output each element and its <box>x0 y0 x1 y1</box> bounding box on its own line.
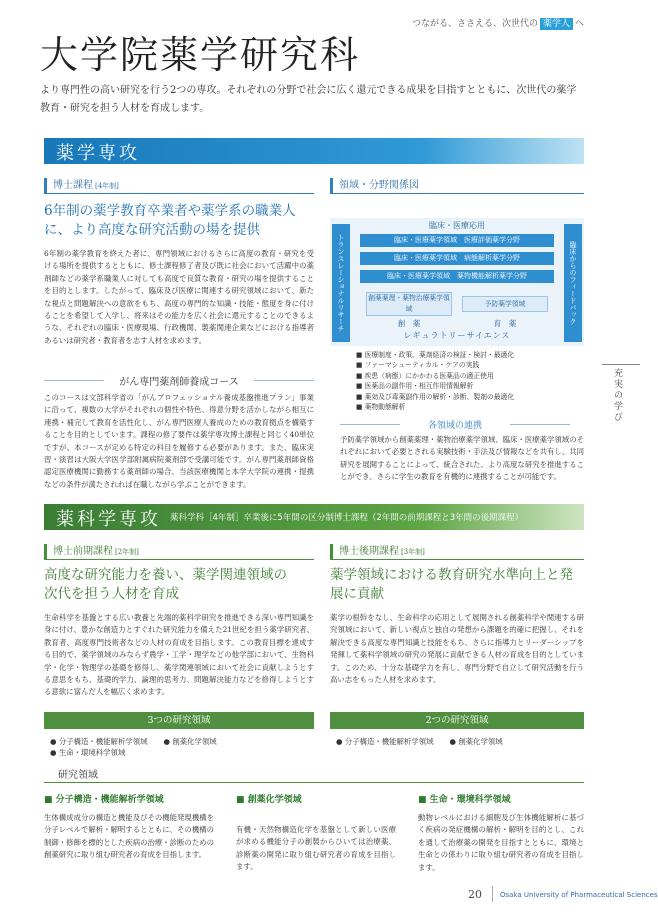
early-areas-title: 3つの研究領域 <box>44 712 314 729</box>
row1-field: 医療評価薬学分野 <box>464 236 520 244</box>
tagline <box>412 16 584 29</box>
diagram-row-3 <box>360 270 554 283</box>
clinical-application-label: 臨床・医療応用 <box>429 221 485 230</box>
cancer-course-title: がん専門薬剤師養成コース <box>119 377 239 388</box>
area-text: 生命・環境科学領域 <box>58 748 126 757</box>
intro-text: より専門性の高い研究を行う2つの専攻。それぞれの分野で社会に広く還元できる成果を目指すとともに、次世代の薬学教育・研究を担う人材を育成します。 <box>40 85 577 114</box>
tagline-suffix: へ <box>575 19 585 29</box>
early-areas <box>50 736 314 758</box>
topic-text: 薬物動態解析 <box>364 403 406 412</box>
renkei-rule-right <box>510 424 570 425</box>
list-item: ■ ファーマシューティカル・ケアの実践 <box>356 361 480 370</box>
area-text: 分子構造・機能解析学領域 <box>344 737 434 746</box>
research-item-body: 動物レベルにおける細胞及び生体機能解析に基づく疾病の発症機構の解析・解明を目的とし、これを通して治療薬の開発を目指すとともに、環境と生命との係わりに取り組む研究者の育成を目指します。 <box>418 813 584 872</box>
pharmacy-band-title: 薬学専攻 <box>56 143 140 164</box>
early-body: 生命科学を基盤とする広い教養と先端的薬科学研究を推進できる深い専門知識を身に付け、豊かな創造力とすぐれた研究能力を備えた21世紀を担う薬学研究者、教育者、高度専門技術者などの人材の育成を目指します。この教育目標を達成する目的で、薬学領域のみならず農学・工学・理学などの他学部において、生物科学・化学・物理学の基礎を修得し、薬学関連領域において社会に貢献しようとする意思をもち、基礎的学力、論理的思考力、問題解決能力などを修得しようとする意欲に富んだ人を幅広く求めます。 <box>44 613 314 697</box>
ikuyaku-label: 育 薬 <box>493 319 517 328</box>
topic-text: 薬効及び毒薬副作用の解析・診断、製剤の最適化 <box>364 392 515 401</box>
row1-area: 臨床・医療薬学領域 <box>394 236 457 244</box>
research-title-text: 創薬化学領域 <box>247 795 302 805</box>
late-lead: 薬学領域における教育研究水準向上と発展に貢献 <box>330 567 573 602</box>
area-text: 分子構造・機能解析学領域 <box>58 737 148 746</box>
doctoral-lead: 6年制の薬学教育卒業者や薬学系の職業人に、より高度な研究活動の場を提供 <box>44 203 296 238</box>
page-number: 20 <box>468 888 482 901</box>
regulatory-science-label: レギュラトリーサイエンス <box>403 331 511 340</box>
row2-area: 臨床・医療薬学領域 <box>394 254 457 262</box>
list-item: ■ 薬物動態解析 <box>356 403 406 412</box>
pharma-sci-band <box>44 504 584 530</box>
topic-text: ファーマシューティカル・ケアの実践 <box>364 361 480 370</box>
area-item: ● 分子構造・機能解析学領域 <box>50 737 148 746</box>
tagline-prefix: つながる、ささえる、次世代の <box>412 19 539 29</box>
side-line <box>602 364 640 365</box>
pharmacy-band <box>44 138 584 164</box>
early-lead: 高度な研究能力を養い、薬学関連領域の次代を担う人材を育成 <box>44 567 287 602</box>
cancer-rule-right <box>254 380 314 381</box>
pharma-sci-band-sub: 薬科学科［4年制］卒業後に5年間の区分制博士課程（2年間の前期課程と3年間の後期課程） <box>170 513 524 523</box>
late-areas-title: 2つの研究領域 <box>330 712 584 729</box>
relation-diagram <box>330 218 584 346</box>
research-item-body: 有機・天然物構造化学を基盤として新しい医療が求める機能分子の創製からひいては治療薬、診断薬の開発に取り組む研究者の育成を目指します。 <box>236 825 396 872</box>
research-item-title: ■ 生命・環境科学領域 <box>418 795 511 805</box>
area-item: ● 創薬化学領域 <box>449 737 503 746</box>
research-item-title: ■ 分子構造・機能解析学領域 <box>44 795 164 805</box>
late-heading <box>330 544 584 560</box>
area-text: 創薬化学領域 <box>172 737 217 746</box>
translational-research-band: トランスレーショナルリサーチ <box>332 224 350 342</box>
early-heading <box>44 544 314 560</box>
area-item: ● 分子構造・機能解析学領域 <box>336 737 434 746</box>
clinical-feedback-band: 臨床からのフィードバック <box>564 224 582 342</box>
list-item: ■ 医薬品の副作用・相互作用情報解析 <box>356 382 474 391</box>
diagram-heading: 領域・分野関係図 <box>330 178 584 194</box>
early-tag: [2年制] <box>115 548 139 556</box>
diagram-row-2 <box>360 252 554 265</box>
list-item: ■ 医療制度・政策、薬剤経済の検証・検討・最適化 <box>356 351 515 359</box>
doctoral-tag: [4年制] <box>95 182 119 190</box>
diagram-row-1 <box>360 234 554 247</box>
topic-text: 医療制度・政策、薬剤経済の検証・検討・最適化 <box>364 351 515 359</box>
doctoral-heading <box>44 178 314 194</box>
school-name: Osaka University of Pharmaceutical Sciences <box>500 891 658 899</box>
research-title-text: 生命・環境科学領域 <box>429 795 511 805</box>
list-item: ■ 疾患（病態）にかかわる医薬品の適正使用 <box>356 371 494 380</box>
row3-area: 臨床・医療薬学領域 <box>387 272 450 280</box>
area-text: 創薬化学領域 <box>458 737 503 746</box>
early-heading-text: 博士前期課程 <box>53 546 113 557</box>
diagram-topic-list <box>356 350 584 412</box>
page-title: 大学院薬学研究科 <box>40 33 361 77</box>
preventive-box: 予防薬学領域 <box>462 296 548 312</box>
research-title-text: 分子構造・機能解析学領域 <box>55 795 164 805</box>
row3-field: 薬物機能解析薬学分野 <box>457 272 527 280</box>
area-item: ● 創薬化学領域 <box>163 737 217 746</box>
doctoral-heading-text: 博士課程 <box>53 180 93 191</box>
research-item-body: 生体構成成分の構造と機能及びその機能発現機構を分子レベルで解析・解明するとともに、その機構の制御・修飾を標的とした疾病の治療・診断のための創薬研究に取り組む研究者の育成を目指します。 <box>44 813 214 860</box>
late-heading-text: 博士後期課程 <box>339 546 399 557</box>
topic-text: 医薬品の副作用・相互作用情報解析 <box>364 382 474 391</box>
doctoral-body: 6年制の薬学教育を終えた者に、専門領域におけるさらに高度の教育・研究を受ける場所を提供するとともに、修士課程修了者及び既に社会において活躍中の薬剤師などの薬学系職業人に対しても高度で良質な教育・研究の場を提供することを目的とします。したがって、臨床及び医療に関連する研究領域において、新たな視点と問題解決への意欲をもち、高度の専門的な知識・技能・態度を身に付けることを希望して入学し、将来はその能力を広く社会に還元することのできるような、それぞれの臨床・医療現場、行政機関、製薬関連企業などにおける指導者あるいは研究者・教育者を志す人材を求めます。 <box>44 249 314 345</box>
renkei-body: 予防薬学領域から創薬薬理・薬物治療薬学領域、臨床・医療薬学領域のそれぞれにおいて必要とされる実験技術・手法及び情報などを共有し、共同研究を展開することによって、統合された、より高度な研究を推進することができ、さらに学生の教育を有機的に連携することが可能です。 <box>340 435 584 482</box>
research-item-title: ■ 創薬化学領域 <box>236 795 302 805</box>
renkei-title: 各領域の連携 <box>427 421 482 431</box>
tagline-highlight: 薬学人 <box>540 18 573 30</box>
cancer-rule-left <box>44 380 104 381</box>
renkei-rule-left <box>340 424 400 425</box>
drug-discovery-box: 創薬薬理・薬物治療薬学領域 <box>366 292 452 316</box>
area-item: ● 生命・環境科学領域 <box>50 748 126 757</box>
cancer-course-body: このコースは文部科学省の「がんプロフェッショナル養成基盤推進プラン」事業に沿って、複数の大学がそれぞれの個性や特色、得意分野を活かしながら相互に連携・補完して教育を活性化し、がん専門医療人養成のための教育拠点を構築することを目的としています。課程の修了要件は薬学専攻博士課程と同じく40単位ですが、本コースが定める特定の科目を履修する必要があります。また、臨床実習・演習は大阪大学医学部附属病院薬剤部で受講可能です。がん専門薬剤師資格認定医療機関に勤務する薬剤師の場合、当該医療機関と本学大学院の連携・提携などの条件が満たされれば在職しながら学ぶことができます。 <box>44 393 314 489</box>
footer-divider <box>492 886 493 902</box>
late-areas <box>336 736 584 747</box>
pharma-sci-band-title: 薬科学専攻 <box>56 509 161 530</box>
research-rule <box>44 782 584 783</box>
topic-text: 疾患（病態）にかかわる医薬品の適正使用 <box>364 371 494 380</box>
list-item: ■ 薬効及び毒薬副作用の解析・診断、製剤の最適化 <box>356 392 515 401</box>
late-tag: [3年制] <box>401 548 425 556</box>
late-body: 薬学の根幹をなし、生命科学の応用として展開される創薬科学や関連する研究領域において、新しい視点と独自の発想から課題を的確に把握し、それを解決できる高度な専門知識と技能をもち、さらに指導力とリーダーシップを発揮して薬科学領域の研究の発展に貢献できる人材の育成を目的としています。このため、十分な基礎学力を有し、専門分野で自立して研究活動を行う高い志をもった人材を求めます。 <box>330 613 584 685</box>
research-heading: 研究領域 <box>58 770 98 781</box>
row2-field: 病態解析薬学分野 <box>464 254 520 262</box>
side-label: 充実の学び <box>612 368 622 423</box>
souyaku-label: 創 薬 <box>397 319 421 328</box>
